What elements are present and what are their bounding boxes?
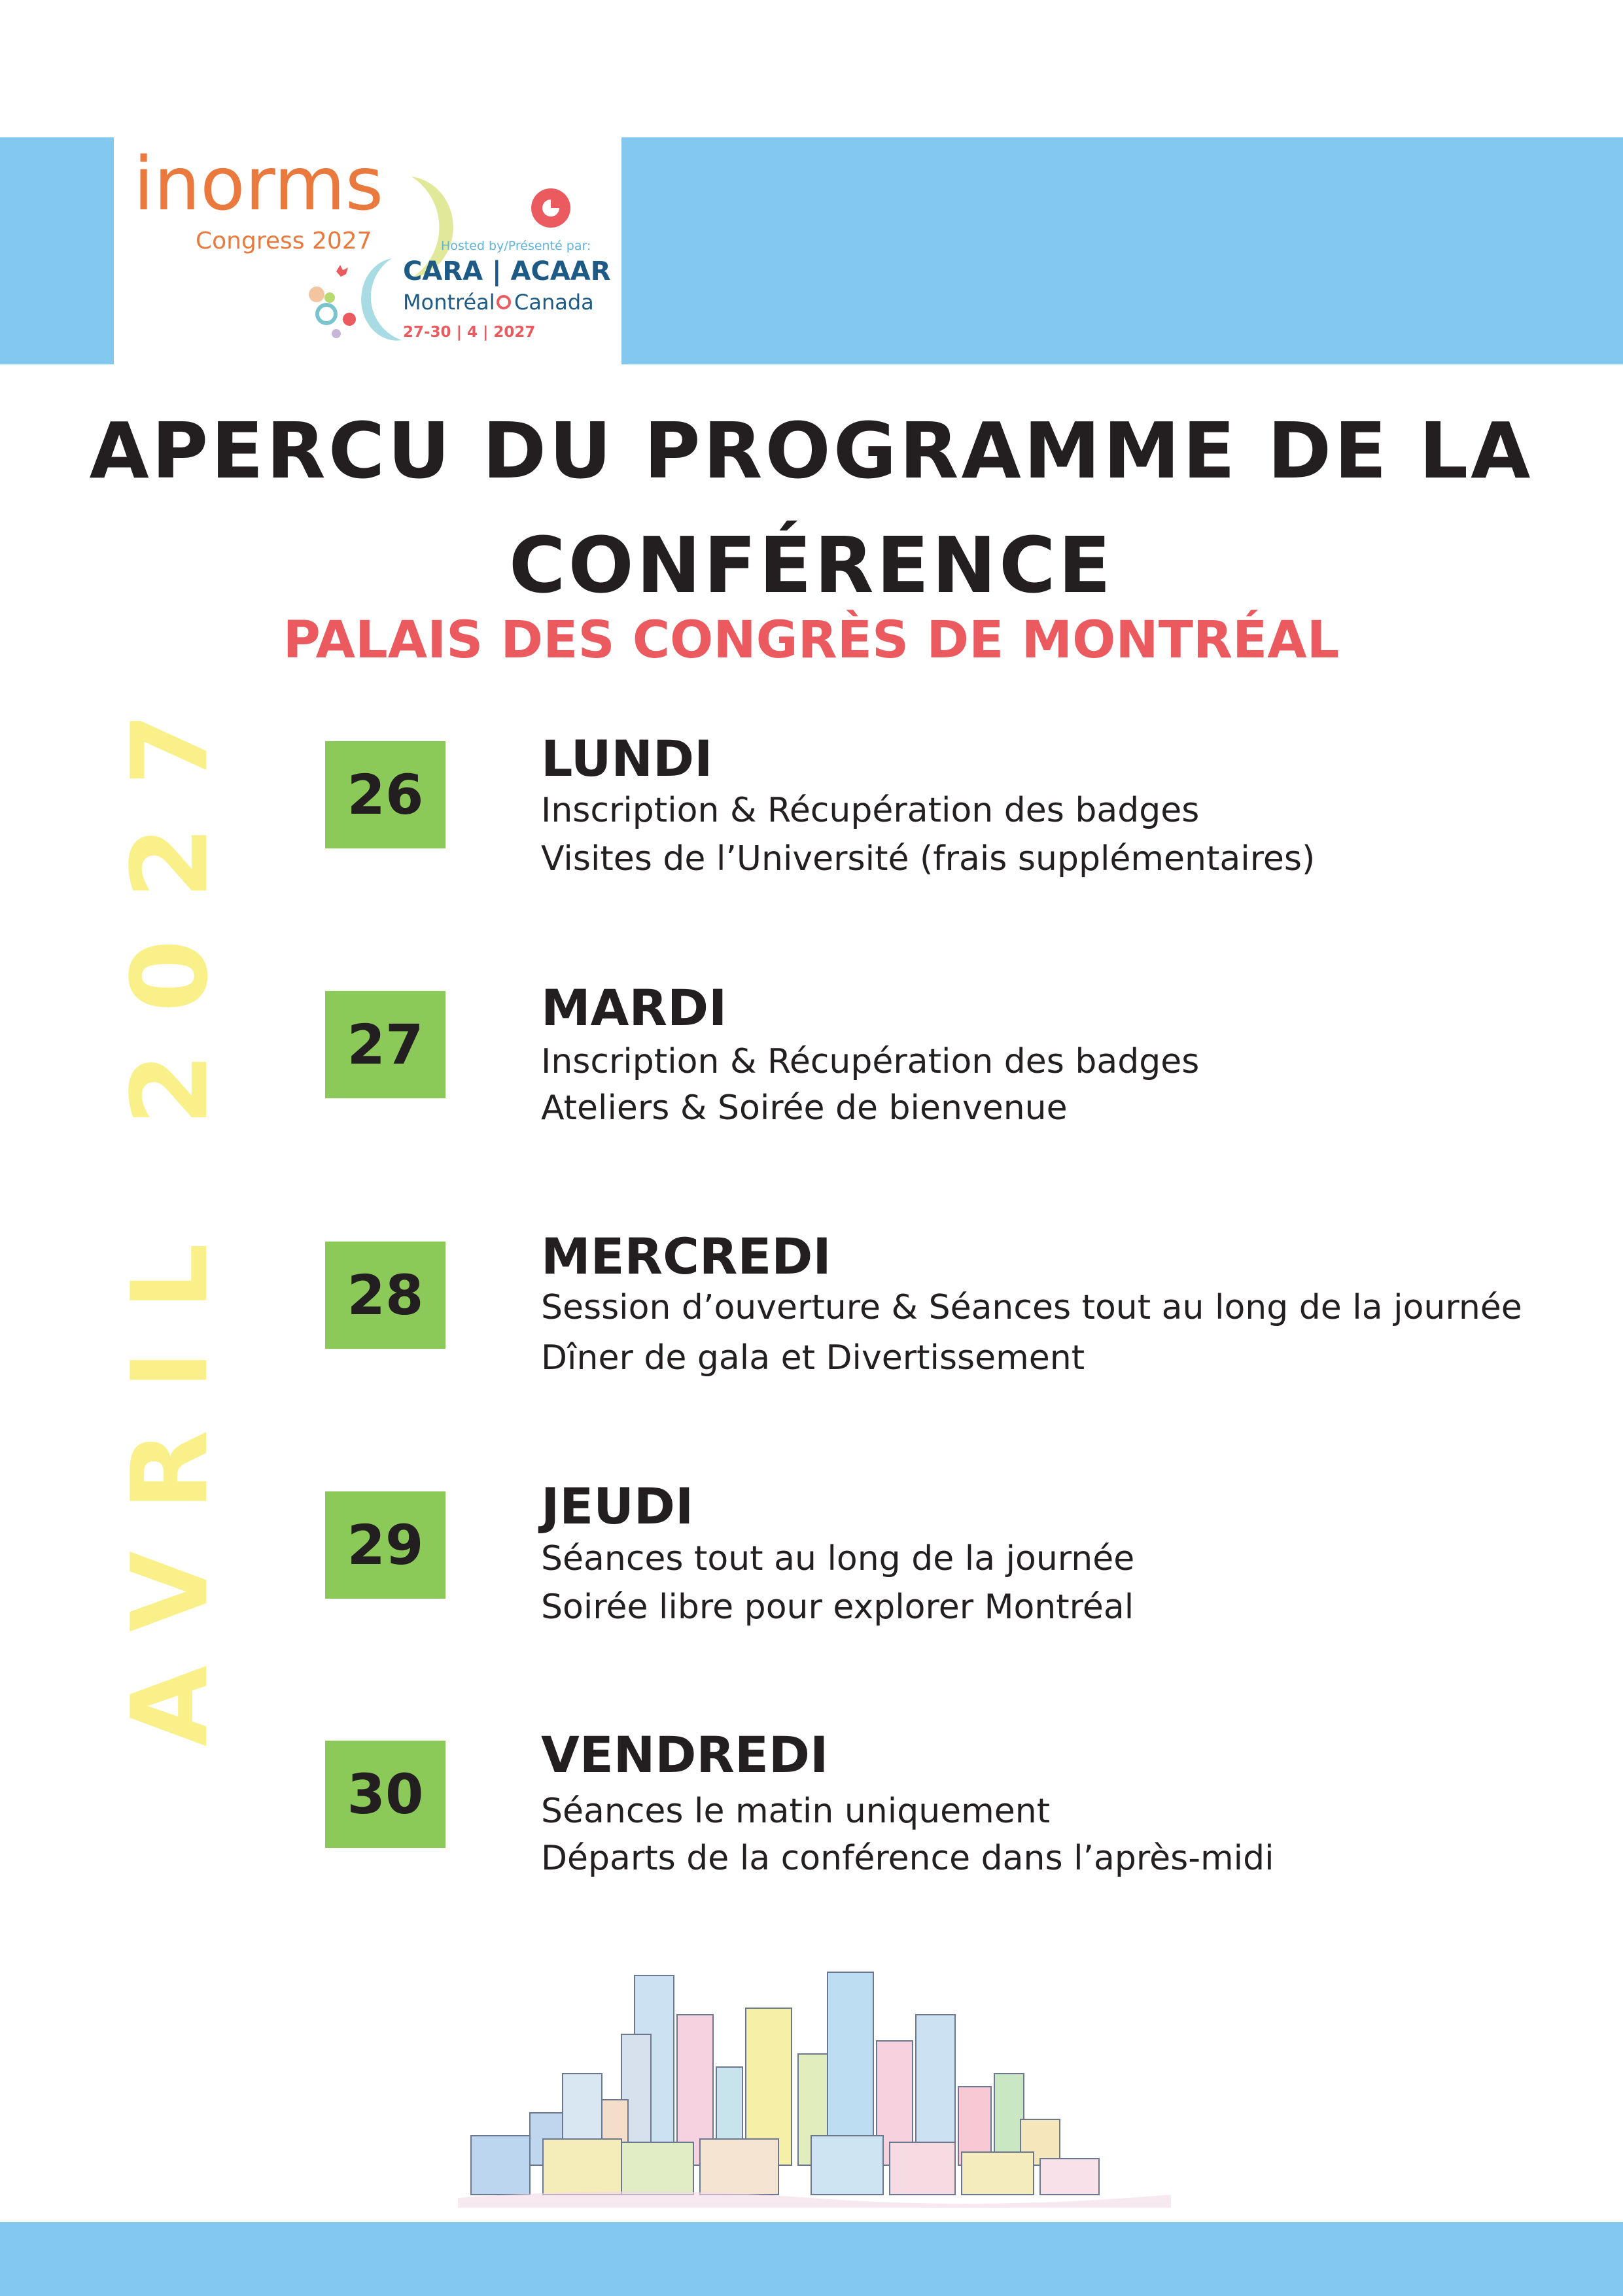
day-title-vendredi: VENDREDI <box>541 1726 829 1784</box>
logo-hosted-by: Hosted by/Présenté par: <box>441 239 591 253</box>
day-line: Départs de la conférence dans l’après-midi <box>541 1839 1274 1878</box>
logo-brand: inorms <box>133 142 384 227</box>
date-badge-27: 27 <box>325 991 445 1098</box>
bottom-banner <box>0 2222 1623 2296</box>
page-title-line-2: CONFÉRENCE <box>508 520 1114 610</box>
day-line: Visites de l’Université (frais supplémentaires) <box>541 839 1316 878</box>
date-badge-29: 29 <box>325 1491 445 1599</box>
day-line: Séances le matin uniquement <box>541 1792 1051 1831</box>
logo-country: Canada <box>514 290 594 315</box>
day-line: Inscription & Récupération des badges <box>541 1042 1200 1081</box>
page-title-line-1: APERCU DU PROGRAMME DE LA <box>89 406 1533 496</box>
day-title-lundi: LUNDI <box>541 729 713 788</box>
logo-dates: 27-30 | 4 | 2027 <box>403 324 536 341</box>
day-title-mercredi: MERCREDI <box>541 1227 831 1285</box>
day-line: Ateliers & Soirée de bienvenue <box>541 1088 1068 1128</box>
logo-city: Montréal <box>403 290 495 315</box>
date-badge-26: 26 <box>325 741 445 848</box>
day-title-jeudi: JEUDI <box>541 1477 694 1535</box>
date-badge-30: 30 <box>325 1741 445 1848</box>
logo-org: CARA | ACAAR <box>403 256 611 287</box>
side-month-label: AVRIL 2027 <box>109 672 231 1747</box>
date-badge-28: 28 <box>325 1242 445 1349</box>
venue-subtitle: PALAIS DES CONGRÈS DE MONTRÉAL <box>283 611 1340 670</box>
logo-congress: Congress 2027 <box>196 228 372 254</box>
day-line: Séances tout au long de la journée <box>541 1539 1135 1578</box>
day-line: Dîner de gala et Divertissement <box>541 1338 1085 1378</box>
day-line: Soirée libre pour explorer Montréal <box>541 1588 1134 1627</box>
day-line: Inscription & Récupération des badges <box>541 791 1200 830</box>
city-skyline-illustration <box>445 1962 1184 2227</box>
day-title-mardi: MARDI <box>541 979 727 1037</box>
day-line: Session d’ouverture & Séances tout au long de la journée <box>541 1288 1522 1327</box>
inorms-logo <box>114 137 621 364</box>
